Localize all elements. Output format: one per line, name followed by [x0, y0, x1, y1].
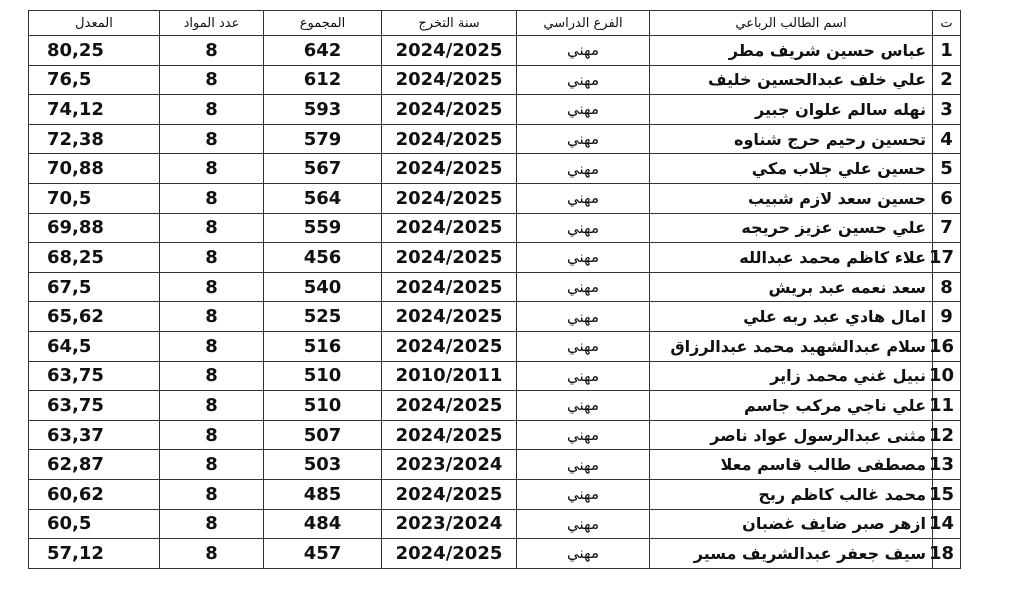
cell-average: 72,38: [29, 124, 160, 154]
cell-average: 63,75: [29, 361, 160, 391]
cell-average: 60,62: [29, 479, 160, 509]
table-row: [29, 272, 961, 302]
cell-name: سيف جعفر عبدالشريف مسير: [650, 539, 933, 569]
cell-name: علاء كاظم محمد عبدالله: [650, 243, 933, 273]
cell-index: 18: [933, 539, 961, 569]
cell-total: 642: [264, 36, 382, 66]
cell-year: 2024/2025: [382, 272, 517, 302]
cell-count: 8: [160, 302, 264, 332]
cell-name: علي حسين عزيز حريجه: [650, 213, 933, 243]
cell-year: 2023/2024: [382, 450, 517, 480]
cell-year: 2024/2025: [382, 479, 517, 509]
cell-total: 510: [264, 391, 382, 421]
cell-name: علي ناجي مركب جاسم: [650, 391, 933, 421]
table-row: [29, 479, 961, 509]
cell-name: عباس حسين شريف مطر: [650, 36, 933, 66]
cell-year: 2024/2025: [382, 154, 517, 184]
cell-index: 8: [933, 272, 961, 302]
table-row: [29, 65, 961, 95]
cell-index: 9: [933, 302, 961, 332]
header-row: [29, 11, 961, 36]
cell-total: 525: [264, 302, 382, 332]
cell-total: 510: [264, 361, 382, 391]
cell-count: 8: [160, 243, 264, 273]
cell-total: 559: [264, 213, 382, 243]
cell-name: تحسين رحيم حرج شناوه: [650, 124, 933, 154]
cell-average: 70,88: [29, 154, 160, 184]
cell-average: 64,5: [29, 331, 160, 361]
cell-branch: مهني: [517, 183, 650, 213]
header-total: المجموع: [264, 11, 382, 36]
cell-branch: مهني: [517, 154, 650, 184]
cell-name: سعد نعمه عبد بريش: [650, 272, 933, 302]
cell-count: 8: [160, 331, 264, 361]
cell-total: 485: [264, 479, 382, 509]
cell-name: نبيل غني محمد زاير: [650, 361, 933, 391]
table-row: [29, 450, 961, 480]
table-row: [29, 183, 961, 213]
cell-index: 2: [933, 65, 961, 95]
table-row: [29, 154, 961, 184]
cell-name: نهله سالم علوان جبير: [650, 95, 933, 125]
cell-year: 2024/2025: [382, 95, 517, 125]
cell-branch: مهني: [517, 65, 650, 95]
cell-branch: مهني: [517, 272, 650, 302]
cell-name: امال هادي عبد ربه علي: [650, 302, 933, 332]
cell-year: 2024/2025: [382, 302, 517, 332]
cell-index: 14: [933, 509, 961, 539]
cell-year: 2024/2025: [382, 36, 517, 66]
cell-average: 57,12: [29, 539, 160, 569]
cell-index: 15: [933, 479, 961, 509]
cell-average: 63,37: [29, 420, 160, 450]
cell-branch: مهني: [517, 539, 650, 569]
cell-average: 68,25: [29, 243, 160, 273]
cell-count: 8: [160, 272, 264, 302]
cell-index: 10: [933, 361, 961, 391]
cell-index: 7: [933, 213, 961, 243]
table-row: [29, 243, 961, 273]
cell-index: 5: [933, 154, 961, 184]
cell-total: 593: [264, 95, 382, 125]
cell-count: 8: [160, 479, 264, 509]
cell-branch: مهني: [517, 479, 650, 509]
cell-average: 69,88: [29, 213, 160, 243]
cell-index: 13: [933, 450, 961, 480]
cell-year: 2024/2025: [382, 124, 517, 154]
cell-average: 62,87: [29, 450, 160, 480]
cell-year: 2023/2024: [382, 509, 517, 539]
cell-branch: مهني: [517, 331, 650, 361]
cell-total: 579: [264, 124, 382, 154]
cell-average: 74,12: [29, 95, 160, 125]
results-table: [28, 10, 961, 569]
header-name: اسم الطالب الرباعي: [650, 11, 933, 36]
cell-average: 60,5: [29, 509, 160, 539]
cell-total: 484: [264, 509, 382, 539]
cell-count: 8: [160, 509, 264, 539]
cell-branch: مهني: [517, 36, 650, 66]
cell-branch: مهني: [517, 509, 650, 539]
table-row: [29, 509, 961, 539]
cell-name: حسين علي جلاب مكي: [650, 154, 933, 184]
cell-total: 540: [264, 272, 382, 302]
cell-year: 2024/2025: [382, 331, 517, 361]
cell-index: 1: [933, 36, 961, 66]
cell-average: 65,62: [29, 302, 160, 332]
table-row: [29, 420, 961, 450]
table-row: [29, 213, 961, 243]
cell-branch: مهني: [517, 302, 650, 332]
cell-index: 3: [933, 95, 961, 125]
cell-average: 76,5: [29, 65, 160, 95]
cell-index: 6: [933, 183, 961, 213]
table-row: [29, 539, 961, 569]
cell-name: علي خلف عبدالحسين خليف: [650, 65, 933, 95]
cell-count: 8: [160, 154, 264, 184]
cell-branch: مهني: [517, 361, 650, 391]
cell-count: 8: [160, 95, 264, 125]
cell-count: 8: [160, 36, 264, 66]
header-index: ت: [933, 11, 961, 36]
cell-index: 12: [933, 420, 961, 450]
table-row: [29, 36, 961, 66]
cell-total: 503: [264, 450, 382, 480]
cell-count: 8: [160, 361, 264, 391]
cell-year: 2024/2025: [382, 243, 517, 273]
cell-year: 2024/2025: [382, 420, 517, 450]
cell-index: 4: [933, 124, 961, 154]
header-count: عدد المواد: [160, 11, 264, 36]
table-row: [29, 361, 961, 391]
cell-average: 80,25: [29, 36, 160, 66]
cell-branch: مهني: [517, 124, 650, 154]
cell-count: 8: [160, 539, 264, 569]
cell-year: 2024/2025: [382, 65, 517, 95]
cell-total: 567: [264, 154, 382, 184]
cell-branch: مهني: [517, 450, 650, 480]
cell-year: 2024/2025: [382, 213, 517, 243]
table-row: [29, 391, 961, 421]
table-row: [29, 124, 961, 154]
cell-year: 2010/2011: [382, 361, 517, 391]
table-row: [29, 331, 961, 361]
cell-count: 8: [160, 391, 264, 421]
table-row: [29, 302, 961, 332]
cell-average: 67,5: [29, 272, 160, 302]
cell-branch: مهني: [517, 213, 650, 243]
cell-average: 63,75: [29, 391, 160, 421]
cell-count: 8: [160, 65, 264, 95]
cell-total: 564: [264, 183, 382, 213]
header-branch: الفرع الدراسي: [517, 11, 650, 36]
cell-year: 2024/2025: [382, 391, 517, 421]
cell-branch: مهني: [517, 95, 650, 125]
results-sheet: [28, 10, 960, 569]
header-year: سنة التخرج: [382, 11, 517, 36]
cell-index: 11: [933, 391, 961, 421]
cell-count: 8: [160, 124, 264, 154]
cell-name: مصطفى طالب قاسم معلا: [650, 450, 933, 480]
cell-average: 70,5: [29, 183, 160, 213]
header-average: المعدل: [29, 11, 160, 36]
cell-index: 16: [933, 331, 961, 361]
table-row: [29, 95, 961, 125]
cell-index: 17: [933, 243, 961, 273]
cell-name: ازهر صبر ضايف غضبان: [650, 509, 933, 539]
cell-count: 8: [160, 450, 264, 480]
cell-name: سلام عبدالشهيد محمد عبدالرزاق: [650, 331, 933, 361]
cell-total: 516: [264, 331, 382, 361]
cell-total: 507: [264, 420, 382, 450]
cell-count: 8: [160, 420, 264, 450]
cell-year: 2024/2025: [382, 539, 517, 569]
cell-total: 456: [264, 243, 382, 273]
cell-count: 8: [160, 183, 264, 213]
table-body: [29, 36, 961, 569]
cell-count: 8: [160, 213, 264, 243]
cell-name: محمد غالب كاظم ربح: [650, 479, 933, 509]
cell-year: 2024/2025: [382, 183, 517, 213]
cell-total: 612: [264, 65, 382, 95]
cell-branch: مهني: [517, 391, 650, 421]
cell-name: حسين سعد لازم شبيب: [650, 183, 933, 213]
cell-name: مثنى عبدالرسول عواد ناصر: [650, 420, 933, 450]
cell-branch: مهني: [517, 420, 650, 450]
cell-branch: مهني: [517, 243, 650, 273]
cell-total: 457: [264, 539, 382, 569]
